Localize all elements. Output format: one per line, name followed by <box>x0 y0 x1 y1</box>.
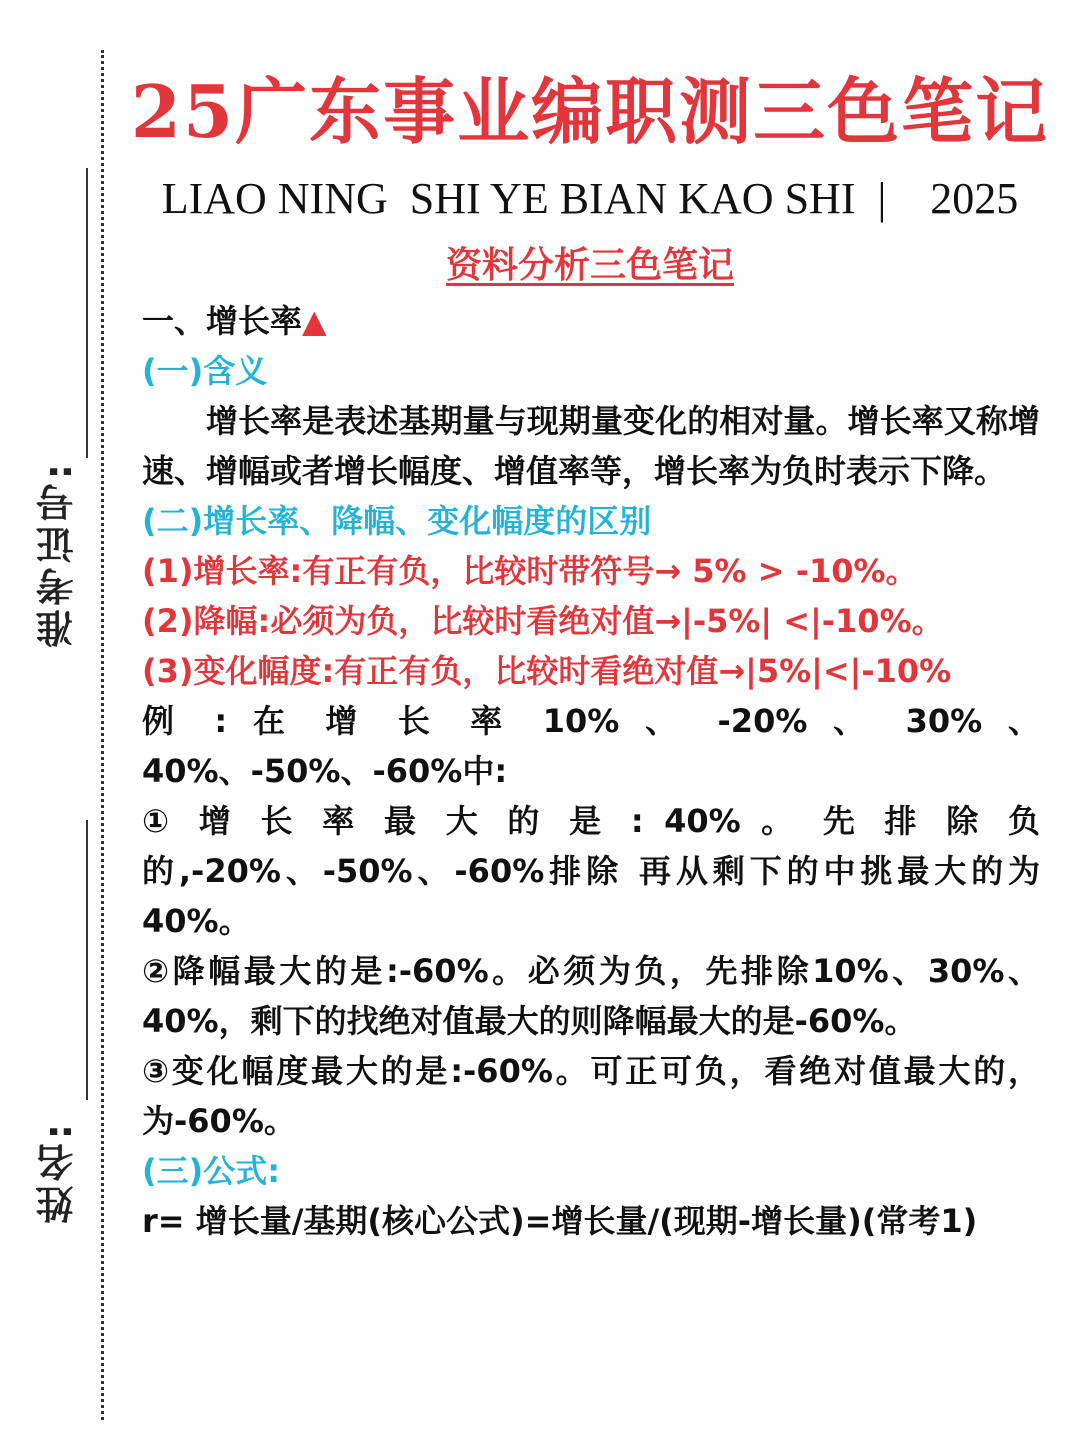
formula-heading: (三)公式: <box>142 1152 281 1190</box>
example-line-2: 40%、-50%、-60%中: <box>142 752 508 790</box>
page-title: 25广东事业编职测三色笔记 <box>130 69 1050 154</box>
section-title <box>130 240 1050 292</box>
exam-id-field <box>30 160 100 680</box>
answer-2: ②降幅最大的是:-60%。必须为负，先排除10%、30%、40%，剩下的找绝对值最大的则降幅最大的是-60%。 <box>142 952 1040 1040</box>
triangle-icon: ▲ <box>302 302 327 340</box>
example-line-1: 例 : 在 增 长 率 10% 、 -20% 、 30% 、 <box>142 702 1040 740</box>
section-title-text: 资料分析三色笔记 <box>445 245 734 286</box>
name-field <box>30 820 100 1240</box>
rule-change-range: (3)变化幅度:有正有负，比较时看绝对值→|5%|<|-10% <box>142 652 952 690</box>
answer-3: ③变化幅度最大的是:-60%。可正可负，看绝对值最大的，为-60%。 <box>142 1052 1040 1140</box>
rule-growth-rate: (1)增长率:有正有负，比较时带符号→ 5% > -10%。 <box>142 552 918 590</box>
formula-text: r= 增长量/基期(核心公式)=增长量/(现期-增长量)(常考1) <box>142 1202 978 1240</box>
rule-decline: (2)降幅:必须为负，比较时看绝对值→|-5%| <|-10%。 <box>142 602 944 640</box>
heading-growth-rate-text: 一、增长率 <box>142 302 303 340</box>
difference-heading: (二)增长率、降幅、变化幅度的区别 <box>142 502 652 540</box>
page-subtitle: LIAO NING SHI YE BIAN KAO SHI | 2025 <box>161 174 1019 223</box>
name-label: 姓名: <box>36 1120 80 1224</box>
binding-dotted-line <box>101 50 104 1420</box>
heading-growth-rate <box>142 296 1040 346</box>
meaning-heading: (一)含义 <box>142 352 268 390</box>
name-underline <box>86 820 88 1100</box>
meaning-text: 增长率是表述基期量与现期量变化的相对量。增长率又称增速、增幅或者增长幅度、增值率等，增长率为负时表示下降。 <box>142 402 1040 490</box>
exam-id-label: 准考证号: <box>36 460 80 648</box>
notes-content <box>142 296 1040 1246</box>
answer-1-rest: 的,-20%、-50%、-60%排除 再从剩下的中挑最大的为 40%。 <box>142 852 1040 940</box>
exam-id-underline <box>86 168 88 458</box>
answer-1-line-1: ① 增 长 率 最 大 的 是 : 40% 。 先 排 除 负 <box>142 802 1040 840</box>
